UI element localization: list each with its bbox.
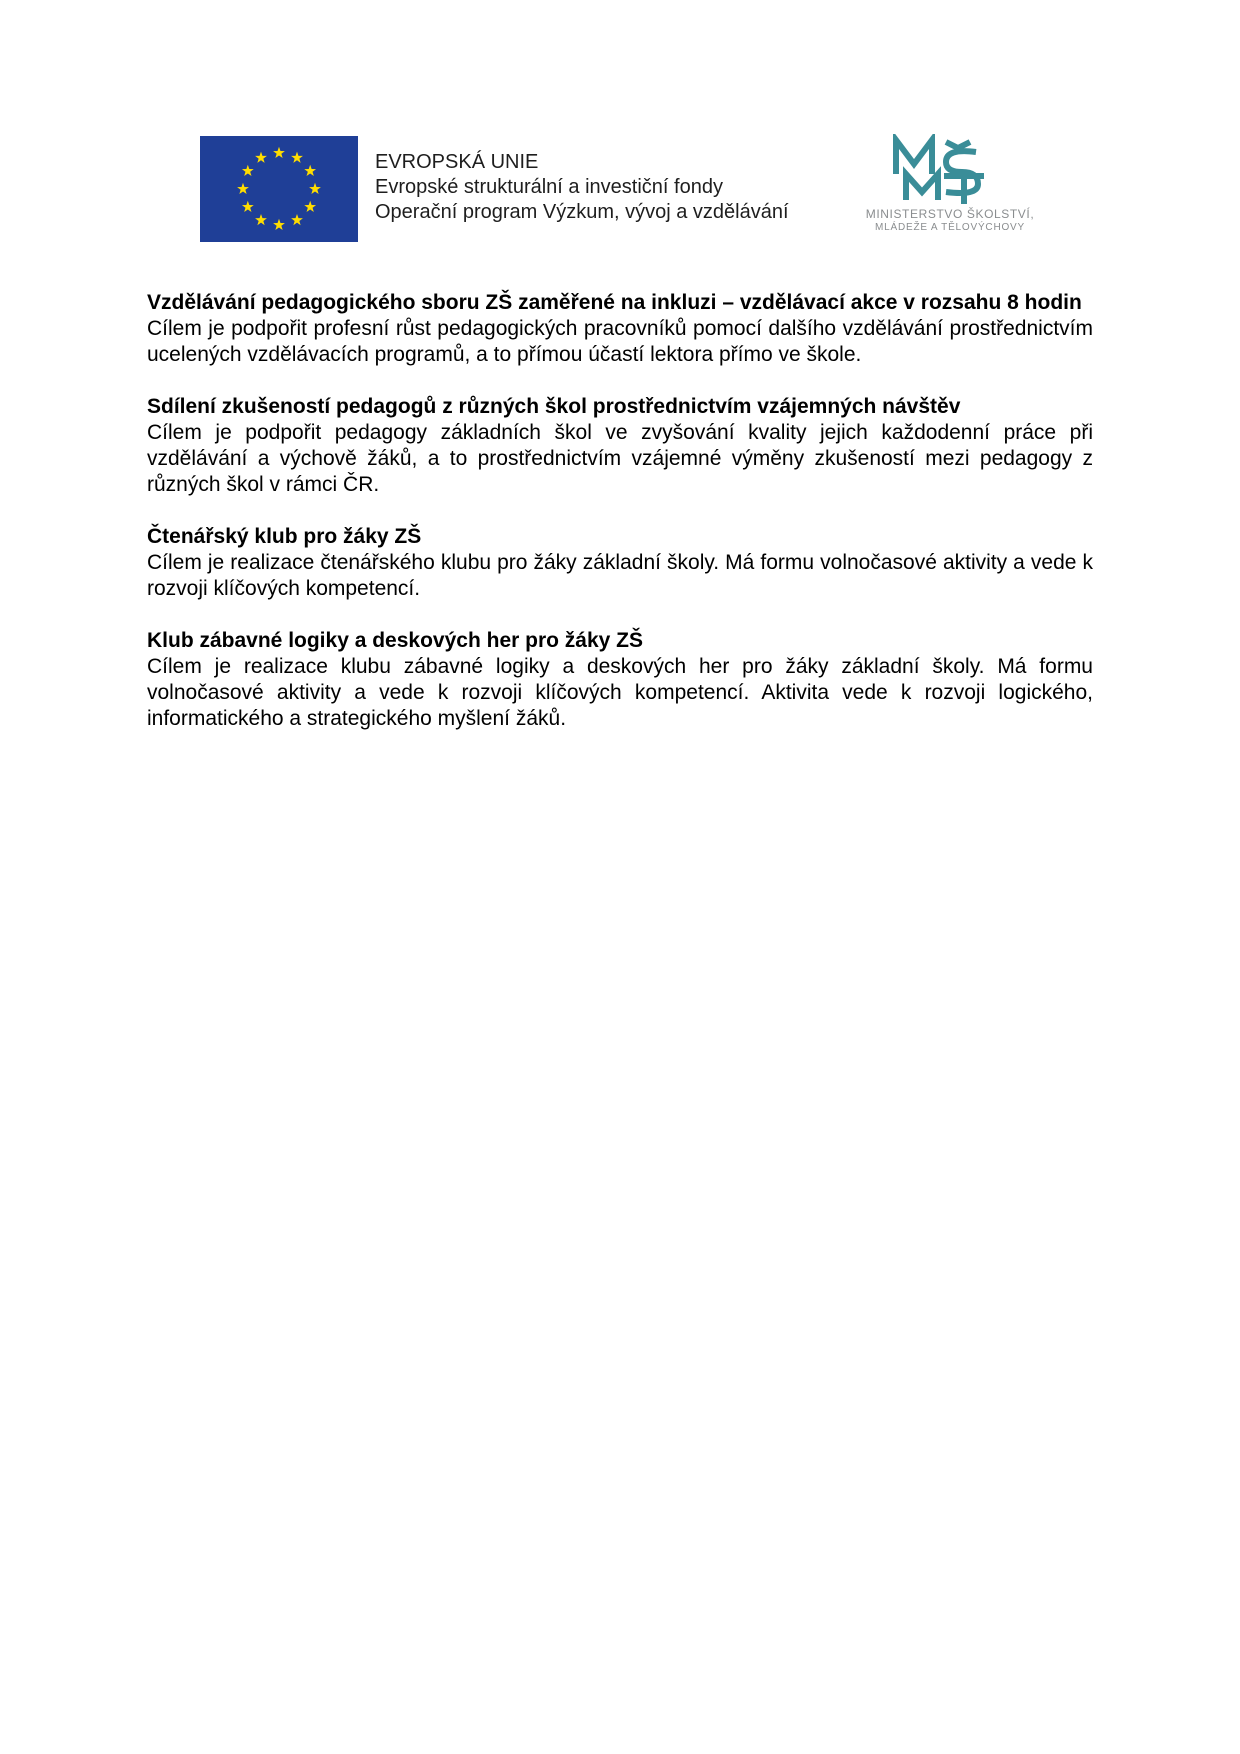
section-text: Cílem je podpořit profesní růst pedagogických pracovníků pomocí dalšího vzdělávání prostřednictvím ucelených vzdělávacích programů, a to přímou účastí lektora přímo ve škole. [147,317,1093,366]
section-title: Klub zábavné logiky a deskových her pro žáky ZŠ [147,629,644,652]
eu-flag-icon [200,136,358,242]
eu-text-block [375,150,815,225]
section-text: Cílem je realizace čtenářského klubu pro žáky základní školy. Má formu volnočasové aktivity a vede k rozvoji klíčových kompetencí. [147,551,1093,600]
section-teacher-training [147,290,1093,368]
section-text: Cílem je realizace klubu zábavné logiky a deskových her pro žáky základní školy. Má formu volnočasové aktivity a vede k rozvoji klíčových kompetencí. Aktivita vede k rozvoji logického, informatického a strategického myšlení žáků. [147,655,1093,730]
document-content [147,290,1093,758]
section-title: Čtenářský klub pro žáky ZŠ [147,525,422,548]
header-logos [200,134,1060,244]
section-title: Vzdělávání pedagogického sboru ZŠ zaměřené na inkluzi – vzdělávací akce v rozsahu 8 hodin [147,291,1082,314]
eu-line-3: Operační program Výzkum, vývoj a vzdělávání [375,201,789,223]
msmt-logo-icon [888,134,988,206]
section-logic-games-club [147,628,1093,732]
section-title: Sdílení zkušeností pedagogů z různých škol prostřednictvím vzájemných návštěv [147,395,961,418]
section-reading-club [147,524,1093,602]
eu-line-2: Evropské strukturální a investiční fondy [375,176,723,198]
section-text: Cílem je podpořit pedagogy základních škol ve zvyšování kvality jejich každodenní práce při vzdělávání a výchově žáků, a to prostřednictvím vzájemné výměny zkušeností mezi pedagogy z různých škol v rámci ČR. [147,421,1093,496]
msmt-logo [840,134,1060,244]
section-experience-sharing [147,394,1093,498]
msmt-caption-line2: MLÁDEŽE A TĚLOVÝCHOVY [875,222,1025,233]
eu-line-1: EVROPSKÁ UNIE [375,151,539,173]
msmt-caption [840,208,1060,234]
msmt-caption-line1: MINISTERSTVO ŠKOLSTVÍ, [865,207,1035,221]
